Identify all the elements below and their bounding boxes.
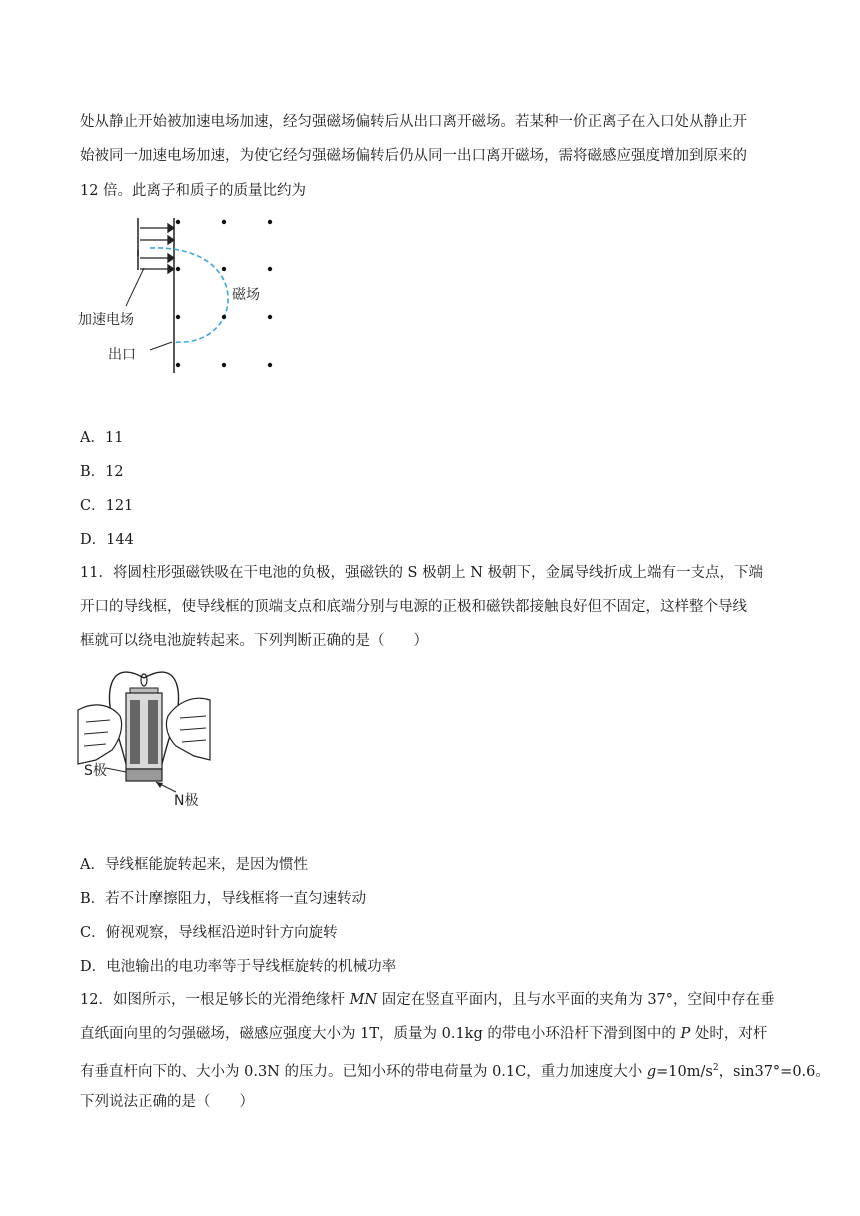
label-s-pole: S极	[84, 763, 107, 779]
q11-text-line-3: 框就可以绕电池旋转起来。下列判断正确的是（ ）	[80, 633, 428, 649]
q11-text-line-1: 11．将圆柱形强磁铁吸在干电池的负极，强磁铁的 S 极朝上 N 极朝下，金属导线折成上端有一支点，下端	[80, 565, 764, 581]
battery-shade-right	[148, 700, 158, 764]
field-label-leader	[126, 268, 144, 306]
q12-line2-part-b: 处时，对杆	[690, 1026, 768, 1042]
q12-var-mn: MN	[349, 992, 378, 1008]
s-pole-leader	[106, 768, 126, 772]
q10-text-line-3: 12 倍。此离子和质子的质量比约为	[80, 183, 307, 199]
battery-shade-left	[130, 700, 140, 764]
q11-option-d: D．电池输出的电功率等于导线框旋转的机械功率	[80, 959, 397, 975]
label-magnetic-field: 磁场	[232, 287, 260, 303]
q10-text-line-1: 处从静止开始被加速电场加速，经匀强磁场偏转后从出口离开磁场。若某种一价正离子在入口处从静止开	[80, 114, 747, 130]
q10-option-c: C．121	[80, 498, 134, 514]
q10-option-a: A．11	[80, 430, 124, 446]
q11-option-c: C．俯视观察，导线框沿逆时针方向旋转	[80, 925, 338, 941]
q11-option-a: A．导线框能旋转起来，是因为惯性	[80, 857, 308, 873]
q12-line1-part-a: 12．如图所示，一根足够长的光滑绝缘杆	[80, 992, 350, 1008]
q11-option-b: B．若不计摩擦阻力，导线框将一直匀速转动	[80, 891, 367, 907]
q10-option-b: B．12	[80, 464, 124, 480]
q12-line2-part-a: 直纸面向里的匀强磁场，磁感应强度大小为 1T，质量为 0.1kg 的带电小环沿杆下滑到图中的	[80, 1026, 681, 1042]
q12-text-line-3	[80, 1058, 830, 1082]
magnet	[126, 769, 162, 781]
q12-var-g: g	[646, 1063, 657, 1080]
q12-text-line-1	[80, 990, 775, 1010]
q12-var-p: P	[680, 1026, 691, 1042]
q10-option-d: D．144	[80, 532, 134, 548]
label-exit: 出口	[108, 347, 136, 363]
label-accelerating-field: 加速电场	[78, 312, 134, 328]
q12-line3-part-b: =10m/s	[656, 1063, 713, 1080]
mass-spectrometer-figure	[70, 208, 300, 388]
q10-text-line-2: 始被同一加速电场加速，为使它经匀强磁场偏转后仍从同一出口离开磁场，需将磁感应强度增加到原来的	[80, 148, 747, 164]
q12-line3-part-c: ，sin37°=0.6。	[718, 1063, 830, 1080]
homopolar-motor-figure	[76, 660, 212, 810]
q11-text-line-2: 开口的导线框，使导线框的顶端支点和底端分别与电源的正极和磁铁都接触良好但不固定，这样整个导线	[80, 599, 747, 615]
q12-line1-part-b: 固定在竖直平面内，且与水平面的夹角为 37°，空间中存在垂	[377, 992, 775, 1008]
q12-text-line-4: 下列说法正确的是（ ）	[80, 1094, 254, 1110]
q12-line3-sup: 2	[712, 1063, 719, 1073]
ion-trajectory	[150, 248, 228, 342]
wire-tip	[141, 674, 147, 686]
q12-line3-part-a: 有垂直杆向下的、大小为 0.3N 的压力。已知小环的带电荷量为 0.1C，重力加速度大小	[80, 1063, 647, 1080]
label-n-pole: N极	[174, 793, 199, 809]
q12-text-line-2	[80, 1024, 767, 1044]
exit-label-leader	[150, 342, 172, 350]
